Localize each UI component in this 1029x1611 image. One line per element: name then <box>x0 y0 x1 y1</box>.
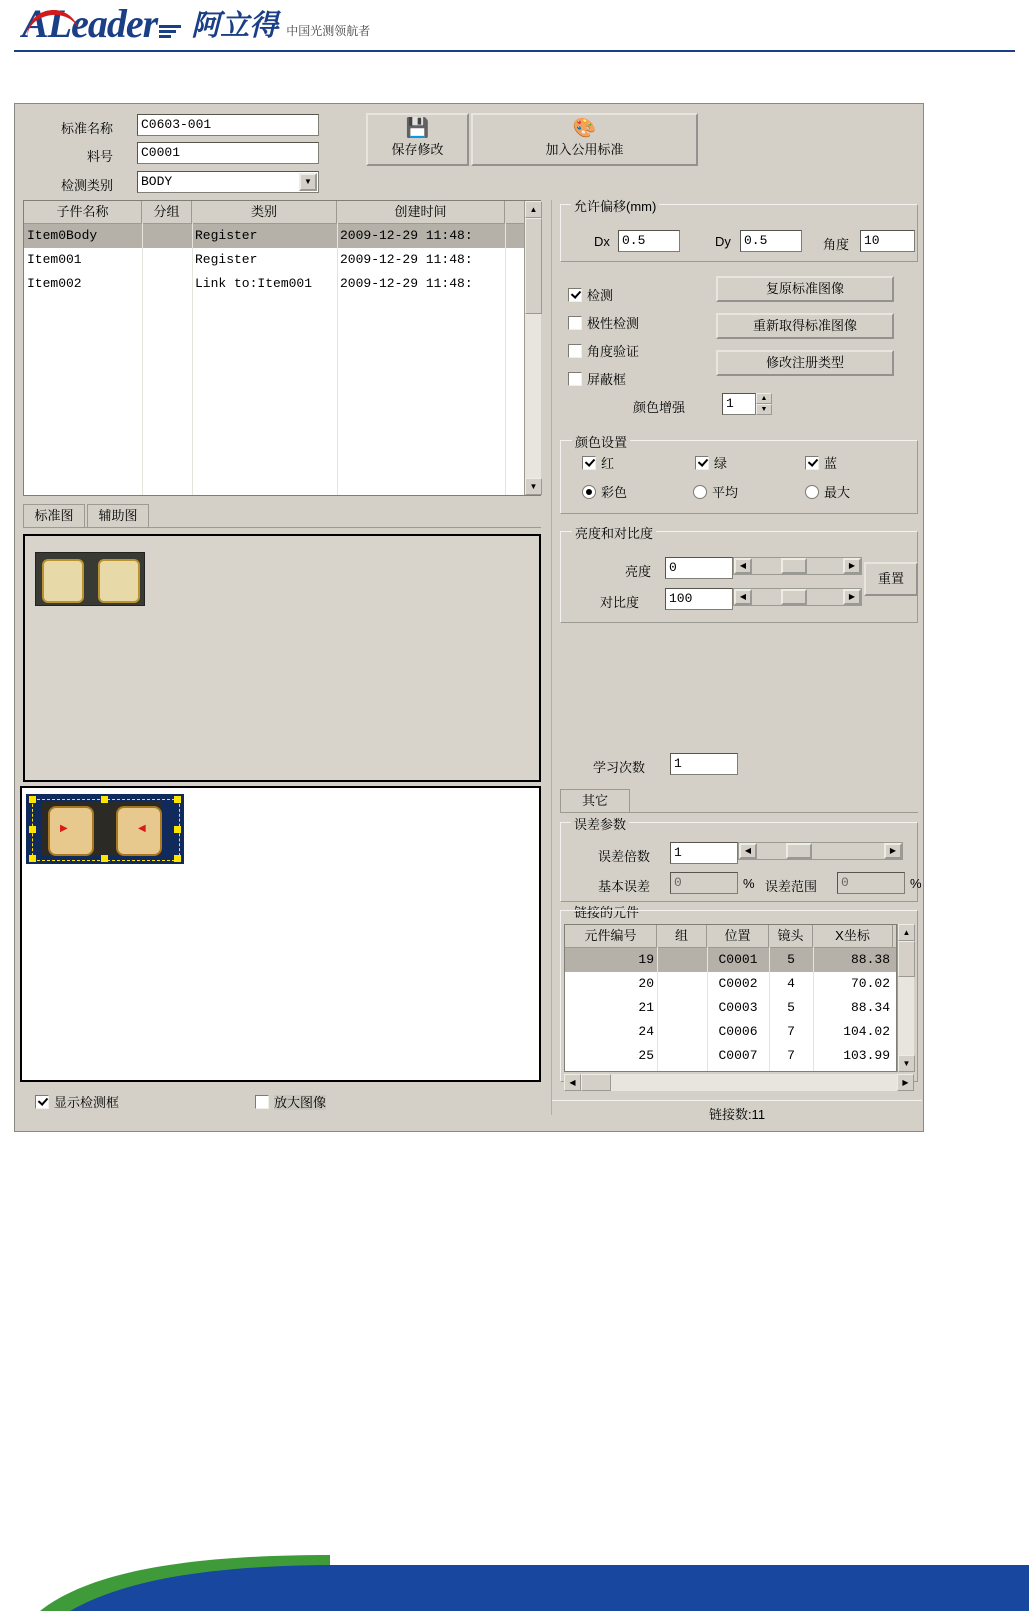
linked-table-vscrollbar[interactable] <box>897 924 914 1072</box>
scrollbar-thumb[interactable] <box>581 1074 611 1091</box>
green-channel-checkbox[interactable]: 绿 <box>695 453 727 472</box>
angle-verify-checkbox[interactable]: 角度验证 <box>568 341 639 360</box>
board-image-panel[interactable]: ▶ ◀ <box>20 786 541 1082</box>
dy-input[interactable]: 0.5 <box>740 230 802 252</box>
tab-strip-divider <box>23 527 541 528</box>
brightness-label: 亮度 <box>625 564 652 579</box>
table-row[interactable]: 24 C0006 7 104.02 <box>638 1024 890 1039</box>
table-row[interactable]: Item002 Link to:Item001 2009-12-29 11:48: <box>27 276 473 291</box>
slider-thumb[interactable] <box>786 843 812 859</box>
modify-register-type-button[interactable]: 修改注册类型 <box>716 350 894 376</box>
checkbox-box <box>35 1095 49 1109</box>
part-no-input[interactable]: C0001 <box>137 142 319 164</box>
column-header-id: 元件编号 <box>565 925 657 947</box>
add-public-standard-button[interactable]: 🎨 加入公用标准 <box>471 113 698 166</box>
angle-label: 角度 <box>823 237 850 252</box>
red-channel-checkbox[interactable]: 红 <box>582 453 614 472</box>
color-settings-group <box>560 440 918 514</box>
restore-standard-image-button[interactable]: 复原标准图像 <box>716 276 894 302</box>
page-header <box>0 0 1029 52</box>
slider-right-arrow-icon[interactable]: ▶ <box>843 558 861 574</box>
dx-label: Dx <box>594 234 610 249</box>
tab-other[interactable]: 其它 <box>560 789 630 813</box>
logo-bars-icon <box>159 25 181 40</box>
panel-divider <box>551 200 552 1115</box>
brightness-contrast-label: 亮度和对比度 <box>572 523 656 542</box>
contrast-input[interactable]: 100 <box>665 588 733 610</box>
link-count-status: 链接数:11 <box>708 1107 766 1122</box>
column-header-group: 分组 <box>142 201 192 223</box>
standard-image-panel[interactable] <box>23 534 541 782</box>
checkbox-box <box>255 1095 269 1109</box>
error-multiplier-label: 误差倍数 <box>598 849 651 864</box>
error-range-label: 误差范围 <box>765 879 818 894</box>
dy-label: Dy <box>715 234 731 249</box>
mode-color-radio[interactable]: 彩色 <box>582 482 627 501</box>
radio-circle <box>693 485 707 499</box>
column-header-name: 子件名称 <box>24 201 142 223</box>
checkbox-box <box>568 344 582 358</box>
brand-logo <box>22 1 371 46</box>
floppy-disk-icon: 💾 <box>405 118 430 139</box>
page-footer-decoration <box>0 1541 1029 1611</box>
column-header-group: 组 <box>657 925 707 947</box>
table-row[interactable]: 19 C0001 5 88.38 <box>565 948 896 972</box>
table-row[interactable]: 25 C0007 7 103.99 <box>638 1048 890 1063</box>
blue-channel-checkbox[interactable]: 蓝 <box>805 453 837 472</box>
checkbox-box <box>568 288 582 302</box>
column-header-pos: 位置 <box>707 925 769 947</box>
item-list[interactable] <box>23 200 541 496</box>
error-multiplier-input[interactable]: 1 <box>670 842 738 864</box>
table-row[interactable]: Item001 Register 2009-12-29 11:48: <box>27 252 473 267</box>
mask-frame-checkbox[interactable]: 屏蔽框 <box>568 369 626 388</box>
detect-checkbox[interactable]: 检测 <box>568 285 613 304</box>
color-enhance-input[interactable]: 1 <box>722 393 756 415</box>
mode-max-radio[interactable]: 最大 <box>805 482 850 501</box>
part-no-label: 料号 <box>87 149 114 164</box>
slider-thumb[interactable] <box>781 558 807 574</box>
color-settings-label: 颜色设置 <box>572 432 630 451</box>
chevron-down-icon[interactable]: ▼ <box>299 173 317 191</box>
recapture-standard-image-button[interactable]: 重新取得标准图像 <box>716 313 894 339</box>
detect-type-combo[interactable]: BODY <box>137 171 319 193</box>
scrollbar-thumb[interactable] <box>525 218 542 314</box>
polarity-detect-checkbox[interactable]: 极性检测 <box>568 313 639 332</box>
checkbox-box <box>582 456 596 470</box>
offset-group-label: 允许偏移(mm) <box>571 196 659 215</box>
table-row[interactable]: 21 C0003 5 88.34 <box>638 1000 890 1015</box>
column-header-type: 类别 <box>192 201 337 223</box>
other-tab-divider <box>560 812 918 813</box>
linked-table-header <box>565 925 896 948</box>
slider-right-arrow-icon[interactable]: ▶ <box>843 589 861 605</box>
table-row[interactable]: 20 C0002 4 70.02 <box>638 976 890 991</box>
error-multiplier-slider[interactable] <box>738 842 903 860</box>
reset-button[interactable]: 重置 <box>864 562 918 596</box>
item-list-header <box>24 201 540 224</box>
scroll-up-icon[interactable]: ▲ <box>525 201 542 218</box>
dx-input[interactable]: 0.5 <box>618 230 680 252</box>
save-button[interactable]: 💾 保存修改 <box>366 113 469 166</box>
tab-aux-image[interactable]: 辅助图 <box>87 504 149 528</box>
application-window <box>14 103 924 1132</box>
slider-left-arrow-icon[interactable]: ◀ <box>734 558 752 574</box>
scrollbar-thumb[interactable] <box>898 941 915 977</box>
base-error-label: 基本误差 <box>598 879 651 894</box>
detect-type-label: 检测类别 <box>61 178 114 193</box>
checkbox-box <box>568 372 582 386</box>
base-error-unit: % <box>743 876 755 891</box>
color-enhance-label: 颜色增强 <box>633 400 686 415</box>
angle-input[interactable]: 10 <box>860 230 915 252</box>
linked-table-hscrollbar[interactable] <box>564 1074 914 1091</box>
column-header-x: X坐标 <box>813 925 893 947</box>
learn-count-label: 学习次数 <box>593 760 646 775</box>
error-range-unit: % <box>910 876 922 891</box>
scroll-down-icon[interactable]: ▼ <box>525 478 542 495</box>
scroll-right-icon[interactable]: ▶ <box>897 1074 914 1091</box>
scroll-left-icon[interactable]: ◀ <box>564 1074 581 1091</box>
show-detect-frame-checkbox[interactable]: 显示检测框 <box>35 1092 119 1111</box>
scroll-up-icon[interactable]: ▲ <box>898 924 915 941</box>
standard-name-label: 标准名称 <box>61 121 114 136</box>
brand-logo-cn: 阿立得 <box>191 10 279 42</box>
mode-average-radio[interactable]: 平均 <box>693 482 738 501</box>
radio-circle <box>582 485 596 499</box>
radio-circle <box>805 485 819 499</box>
colorful-blocks-icon: 🎨 <box>572 118 597 139</box>
item-list-scrollbar[interactable] <box>524 201 541 495</box>
status-bar <box>552 1100 922 1130</box>
brand-logo-text: ALeader <box>22 1 158 46</box>
spinner-down-icon[interactable]: ▼ <box>756 404 772 415</box>
slider-thumb[interactable] <box>781 589 807 605</box>
brightness-slider[interactable] <box>733 557 862 575</box>
checkbox-box <box>805 456 819 470</box>
checkbox-box <box>695 456 709 470</box>
brand-tagline: 中国光测领航者 <box>286 24 371 38</box>
slider-left-arrow-icon[interactable]: ◀ <box>734 589 752 605</box>
error-range-input[interactable]: 0 <box>837 872 905 894</box>
base-error-input[interactable]: 0 <box>670 872 738 894</box>
table-row[interactable]: Item0Body Register 2009-12-29 11:48: <box>24 224 540 248</box>
brightness-input[interactable]: 0 <box>665 557 733 579</box>
contrast-slider[interactable] <box>733 588 862 606</box>
slider-right-arrow-icon[interactable]: ▶ <box>884 843 902 859</box>
learn-count-input[interactable]: 1 <box>670 753 738 775</box>
contrast-label: 对比度 <box>600 595 640 610</box>
standard-name-input[interactable]: C0603-001 <box>137 114 319 136</box>
zoom-image-checkbox[interactable]: 放大图像 <box>255 1092 326 1111</box>
spinner-up-icon[interactable]: ▲ <box>756 393 772 404</box>
linked-components-table[interactable] <box>564 924 897 1072</box>
linked-components-label: 链接的元件 <box>571 902 642 921</box>
column-header-lens: 镜头 <box>769 925 813 947</box>
scroll-down-icon[interactable]: ▼ <box>898 1055 915 1072</box>
header-divider <box>14 50 1015 52</box>
checkbox-box <box>568 316 582 330</box>
slider-left-arrow-icon[interactable]: ◀ <box>739 843 757 859</box>
tab-standard-image[interactable]: 标准图 <box>23 504 85 528</box>
error-params-label: 误差参数 <box>571 814 629 833</box>
column-header-created: 创建时间 <box>337 201 505 223</box>
